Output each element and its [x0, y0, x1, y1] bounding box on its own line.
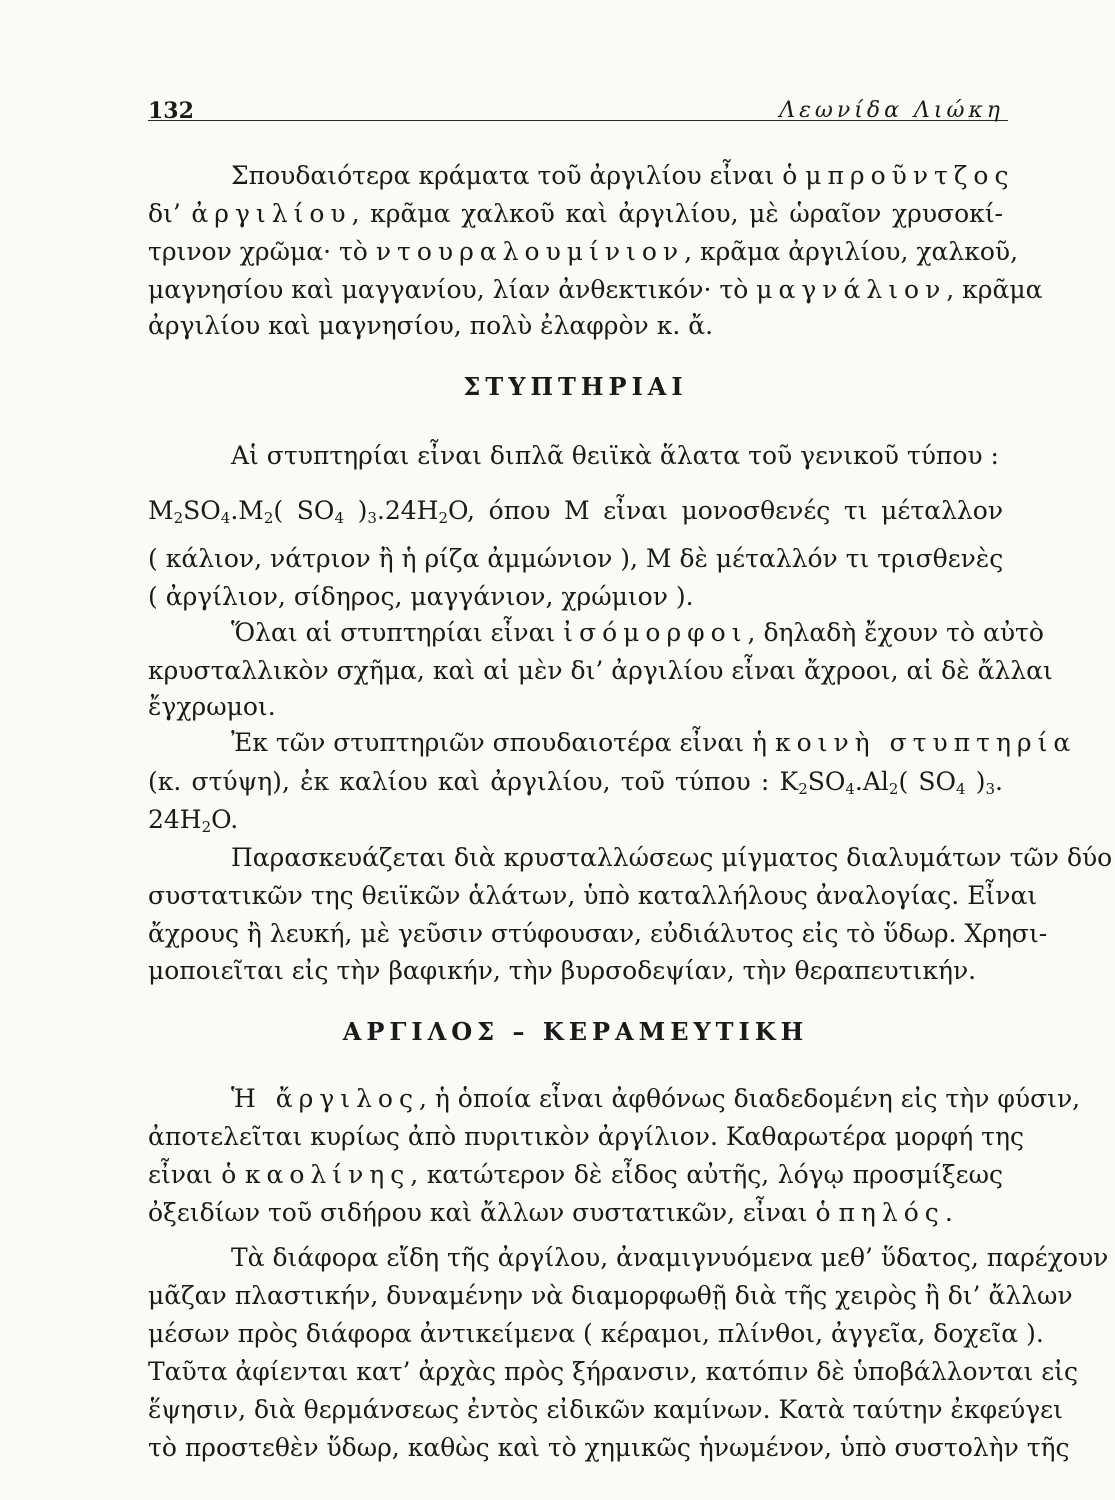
- text-line: Ὅλαι αἱ στυπτηρίαι εἶναι ἰσόμορφοι, δηλαδὴ ἔχουν τὸ αὐτὸ: [231, 618, 1044, 647]
- text-line: ἔγχρωμοι.: [148, 692, 276, 721]
- text-line: τρινον χρῶμα· τὸ ντουραλουμίνιον, κρᾶμα ἀργιλίου, χαλκοῦ,: [148, 237, 1019, 266]
- text-line: ἄχρους ἢ λευκή, μὲ γεῦσιν στύφουσαν, εὐδιάλυτος εἰς τὸ ὕδωρ. Χρησι-: [148, 919, 1048, 948]
- alum-formula: $K_2SO_4.Al_2$( $SO_4$ )$_3$.: [779, 767, 1003, 798]
- text-line: Σπουδαιότερα κράματα τοῦ ἀργιλίου εἶναι ὁ μπροῦντζος: [231, 161, 1015, 190]
- text-line: ἀργιλίου καὶ μαγνησίου, πολὺ ἐλαφρὸν κ. ἄ.: [148, 311, 714, 340]
- text-line: μέσων πρὸς διάφορα ἀντικείμενα ( κέραμοι, πλίνθοι, ἀγγεῖα, δοχεῖα ).: [148, 1319, 1044, 1348]
- section-heading: ΑΡΓΙΛΟΣ – ΚΕΡΑΜΕΥΤΙΚΗ: [342, 1017, 809, 1046]
- text-line: ( κάλιον, νάτριον ἢ ἡ ρίζα ἀμμώνιον ), Μ δὲ μέταλλόν τι τρισθενὲς: [148, 544, 1004, 573]
- text-line: τὸ προστεθὲν ὕδωρ, καθὼς καὶ τὸ χημικῶς ἡνωμένον, ὑπὸ συστολὴν τῆς: [148, 1433, 1070, 1462]
- text-line: μᾶζαν πλαστικήν, δυναμένην νὰ διαμορφωθῇ διὰ τῆς χειρὸς ἢ δι’ ἄλλων: [148, 1281, 1073, 1310]
- formula-line: $M_2SO_4.M_2$( $SO_4$ )$_3.24H_2O$, όπου Μ εἶναι μονοσθενές τι μέταλλον: [148, 496, 1004, 527]
- section-heading: ΣΤΥΠΤΗΡΙΑΙ: [463, 372, 688, 401]
- page-number: 132: [148, 98, 194, 124]
- text-line: ( ἀργίλιον, σίδηρος, μαγγάνιον, χρώμιον ).: [148, 582, 694, 611]
- text-line: Ἐκ τῶν στυπτηριῶν σπουδαιοτέρα εἶναι ἡ κοινὴ στυπτηρία: [231, 728, 1077, 757]
- text-line: μοποιεῖται εἰς τὴν βαφικήν, τὴν βυρσοδεψίαν, τὴν θεραπευτικήν.: [148, 956, 977, 985]
- general-formula: $M_2SO_4.M_2$( $SO_4$ )$_3.24H_2O$,: [148, 496, 476, 527]
- text-line: μαγνησίου καὶ μαγγανίου, λίαν ἀνθεκτικόν· τὸ μαγνάλιον, κρᾶμα: [148, 275, 1043, 304]
- running-title: Λεωνίδα Λιώκη: [779, 98, 1004, 123]
- alum-formula-cont: $24H_2O$.: [148, 805, 239, 836]
- text-line: ἕψησιν, διὰ θερμάνσεως ἐντὸς εἰδικῶν καμίνων. Κατὰ ταύτην ἐκφεύγει: [148, 1395, 1063, 1424]
- text-line: ἀποτελεῖται κυρίως ἀπὸ πυριτικὸν ἀργίλιον. Καθαρωτέρα μορφή της: [148, 1122, 1024, 1151]
- text-line: κρυσταλλικὸν σχῆμα, καὶ αἱ μὲν δι’ ἀργιλίου εἶναι ἄχροοι, αἱ δὲ ἄλλαι: [148, 656, 1053, 685]
- text-line: ὀξειδίων τοῦ σιδήρου καὶ ἄλλων συστατικῶν, εἶναι ὁ πηλός.: [148, 1198, 953, 1227]
- text-line: Ἡ ἄργιλος, ἡ ὁποία εἶναι ἀφθόνως διαδεδομένη εἰς τὴν φύσιν,: [231, 1084, 1081, 1113]
- text-line: συστατικῶν της θειϊκῶν ἁλάτων, ὑπὸ καταλλήλους ἀναλογίας. Εἶναι: [148, 881, 1038, 910]
- text-line: εἶναι ὁ καολίνης, κατώτερον δὲ εἶδος αὐτῆς, λόγῳ προσμίξεως: [148, 1160, 1003, 1189]
- text-line: Ταῦτα ἀφίενται κατ’ ἀρχὰς πρὸς ξήρανσιν, κατόπιν δὲ ὑποβάλλονται εἰς: [148, 1357, 1078, 1386]
- text-line: Τὰ διάφορα εἴδη τῆς ἀργίλου, ἀναμιγνυόμενα μεθ’ ὕδατος, παρέχουν: [231, 1243, 1109, 1272]
- text-line: δι’ ἀργιλίου, κρᾶμα χαλκοῦ καὶ ἀργιλίου, μὲ ὡραῖον χρυσοκί-: [148, 199, 1004, 228]
- page-header: [148, 80, 1008, 124]
- text-line: (κ. στύψη), ἐκ καλίου καὶ ἀργιλίου, τοῦ τύπου : $K_2SO_4.Al_2$( $SO_4$ )$_3$.: [148, 767, 1003, 798]
- text-line: Αἱ στυπτηρίαι εἶναι διπλᾶ θειϊκὰ ἅλατα τοῦ γενικοῦ τύπου :: [231, 441, 999, 470]
- text-line: Παρασκευάζεται διὰ κρυσταλλώσεως μίγματος διαλυμάτων τῶν δύο: [231, 843, 1113, 872]
